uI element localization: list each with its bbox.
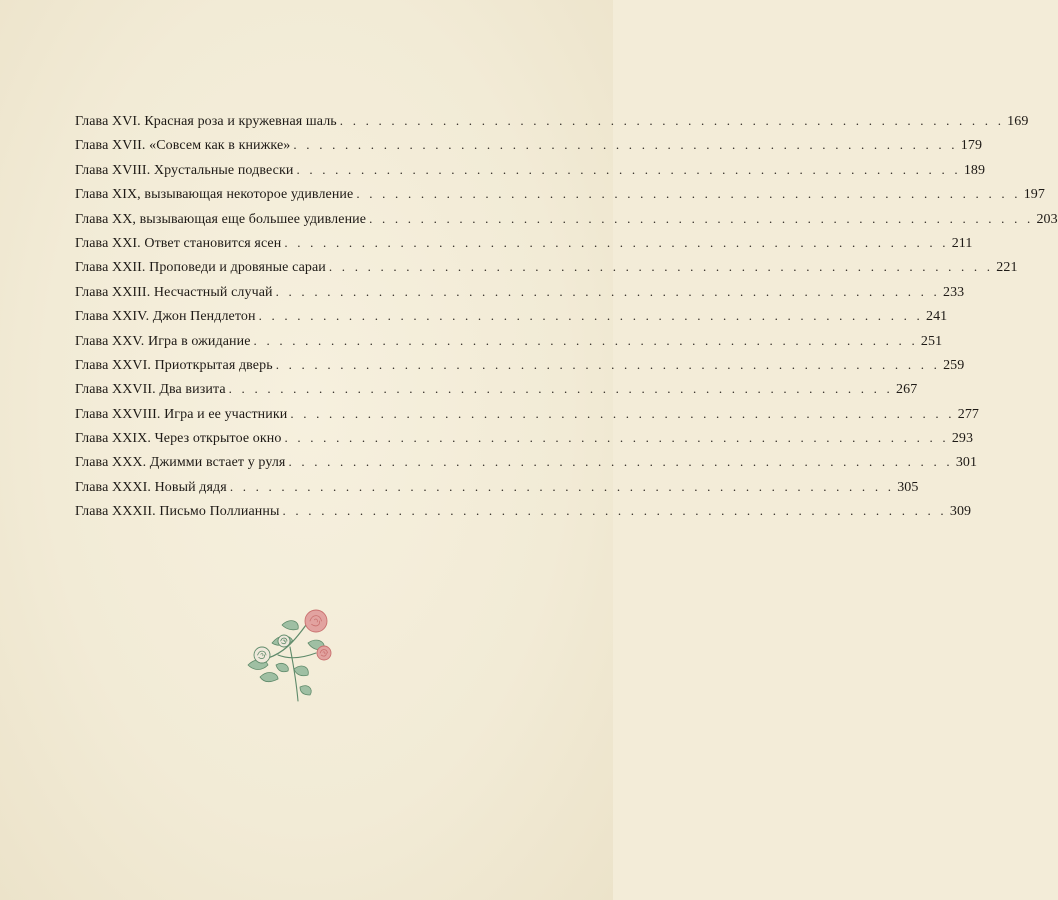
toc-entry-page-number: 197 — [1023, 187, 1046, 203]
toc-entry-page-number: 277 — [957, 406, 980, 422]
dot-leader: . . . . . . . . . . . . . . . . . . . . . . . . . . . . . . . . . . . . . . . . . . . . . . . . . . . . — [369, 210, 1034, 226]
toc-entry-page-number: 309 — [949, 504, 972, 520]
toc-entry-title: Глава XXVIII. Игра и ее участники — [75, 406, 288, 422]
toc-entry-page-number: 179 — [960, 138, 983, 154]
toc-entry-title: Глава XXX. Джимми встает у руля — [75, 455, 286, 471]
toc-entry-title: Глава XXII. Проповеди и дровяные сараи — [75, 260, 326, 276]
stem — [278, 653, 316, 658]
toc-entry-page-number: 305 — [897, 479, 919, 495]
toc-entry — [75, 454, 978, 478]
toc-entry-title: Глава XIX, вызывающая некоторое удивление — [75, 187, 354, 203]
rose — [254, 647, 270, 663]
toc-entry-title: Глава XXIV. Джон Пендлетон — [75, 309, 256, 325]
toc-entry-page-number: 301 — [955, 455, 978, 471]
leaf — [260, 673, 278, 682]
toc-entry — [75, 478, 919, 503]
toc-entry-title: Глава XXVI. Приоткрытая дверь — [75, 357, 273, 373]
dot-leader: . . . . . . . . . . . . . . . . . . . . . . . . . . . . . . . . . . . . . . . . . . . . . . . . . . . . — [229, 478, 895, 494]
toc-entry-page-number: 169 — [1007, 114, 1029, 129]
toc-entry — [75, 259, 1018, 283]
rose — [317, 646, 331, 660]
dot-leader: . . . . . . . . . . . . . . . . . . . . . . . . . . . . . . . . . . . . . . . . . . . . . . . . . . . . — [284, 234, 949, 250]
dot-leader: . . . . . . . . . . . . . . . . . . . . . . . . . . . . . . . . . . . . . . . . . . . . . . . . . . . . — [296, 161, 961, 177]
toc-entry-page-number: 259 — [943, 357, 965, 373]
dot-leader: . . . . . . . . . . . . . . . . . . . . . . . . . . . . . . . . . . . . . . . . . . . . . . . . . . . . — [328, 259, 994, 275]
dot-leader: . . . . . . . . . . . . . . . . . . . . . . . . . . . . . . . . . . . . . . . . . . . . . . . . . . . . — [228, 381, 894, 397]
dot-leader: . . . . . . . . . . . . . . . . . . . . . . . . . . . . . . . . . . . . . . . . . . . . . . . . . . . . — [293, 137, 958, 153]
dot-leader: . . . . . . . . . . . . . . . . . . . . . . . . . . . . . . . . . . . . . . . . . . . . . . . . . . . . — [253, 332, 918, 348]
toc-entry-page-number: 241 — [925, 309, 948, 325]
toc-entry-title: Глава XXIII. Несчастный случай — [75, 284, 273, 300]
toc-entry-page-number: 251 — [920, 333, 943, 349]
toc-entry-page-number: 203 — [1036, 211, 1058, 227]
rose-sprig-icon — [238, 603, 342, 705]
leaf — [282, 621, 298, 630]
dot-leader: . . . . . . . . . . . . . . . . . . . . . . . . . . . . . . . . . . . . . . . . . . . . . . . . . . . . — [275, 283, 940, 299]
toc-entry — [75, 137, 983, 161]
toc-entry-title: Глава XXI. Ответ становится ясен — [75, 235, 282, 251]
toc-entry — [75, 308, 948, 332]
toc-entry — [75, 332, 943, 357]
dot-leader: . . . . . . . . . . . . . . . . . . . . . . . . . . . . . . . . . . . . . . . . . . . . . . . . . . . . — [258, 308, 923, 324]
toc-entry — [75, 503, 972, 527]
stem — [290, 647, 298, 701]
toc-entry-title: Глава XXV. Игра в ожидание — [75, 333, 251, 349]
table-of-contents — [75, 113, 1058, 528]
toc-entry-title: Глава XVII. «Совсем как в книжке» — [75, 138, 291, 154]
toc-entry — [75, 113, 1029, 137]
toc-entry-title: Глава XXXII. Письмо Поллианны — [75, 504, 280, 520]
dot-leader: . . . . . . . . . . . . . . . . . . . . . . . . . . . . . . . . . . . . . . . . . . . . . . . . . . . . — [290, 405, 955, 421]
toc-entry — [75, 405, 980, 430]
dot-leader: . . . . . . . . . . . . . . . . . . . . . . . . . . . . . . . . . . . . . . . . . . . . . . . . . . . . — [288, 454, 953, 470]
dot-leader: . . . . . . . . . . . . . . . . . . . . . . . . . . . . . . . . . . . . . . . . . . . . . . . . . . . . — [339, 113, 1005, 128]
toc-entry-title: Глава XXIX. Через открытое окно — [75, 431, 282, 447]
toc-entry-page-number: 211 — [951, 235, 973, 251]
dot-leader: . . . . . . . . . . . . . . . . . . . . . . . . . . . . . . . . . . . . . . . . . . . . . . . . . . . . — [282, 503, 947, 519]
dot-leader: . . . . . . . . . . . . . . . . . . . . . . . . . . . . . . . . . . . . . . . . . . . . . . . . . . . . — [275, 356, 941, 372]
leaf — [276, 663, 288, 671]
toc-entry-title: Глава XXVII. Два визита — [75, 382, 226, 398]
rose — [278, 635, 290, 647]
toc-entry — [75, 186, 1046, 210]
dot-leader: . . . . . . . . . . . . . . . . . . . . . . . . . . . . . . . . . . . . . . . . . . . . . . . . . . . . — [356, 186, 1021, 202]
toc-entry-page-number: 293 — [951, 431, 974, 447]
dot-leader: . . . . . . . . . . . . . . . . . . . . . . . . . . . . . . . . . . . . . . . . . . . . . . . . . . . . — [284, 430, 949, 446]
rose — [305, 610, 327, 632]
toc-entry — [75, 283, 965, 308]
toc-entry — [75, 210, 1058, 235]
toc-entry-page-number: 267 — [896, 382, 918, 398]
toc-entry-page-number: 233 — [942, 284, 965, 300]
toc-entry-title: Глава XX, вызывающая еще большее удивление — [75, 211, 367, 227]
toc-entry-page-number: 189 — [963, 162, 986, 178]
toc-entry — [75, 356, 965, 381]
leaf — [294, 666, 308, 676]
toc-entry-title: Глава XVI. Красная роза и кружевная шаль — [75, 114, 337, 129]
leaf — [300, 686, 311, 695]
toc-entry — [75, 234, 973, 259]
toc-entry — [75, 381, 918, 405]
toc-entry-page-number: 221 — [996, 260, 1018, 276]
toc-entry-title: Глава XVIII. Хрустальные подвески — [75, 162, 294, 178]
toc-entry — [75, 430, 974, 454]
toc-entry-title: Глава XXXI. Новый дядя — [75, 479, 227, 495]
toc-entry — [75, 161, 986, 186]
